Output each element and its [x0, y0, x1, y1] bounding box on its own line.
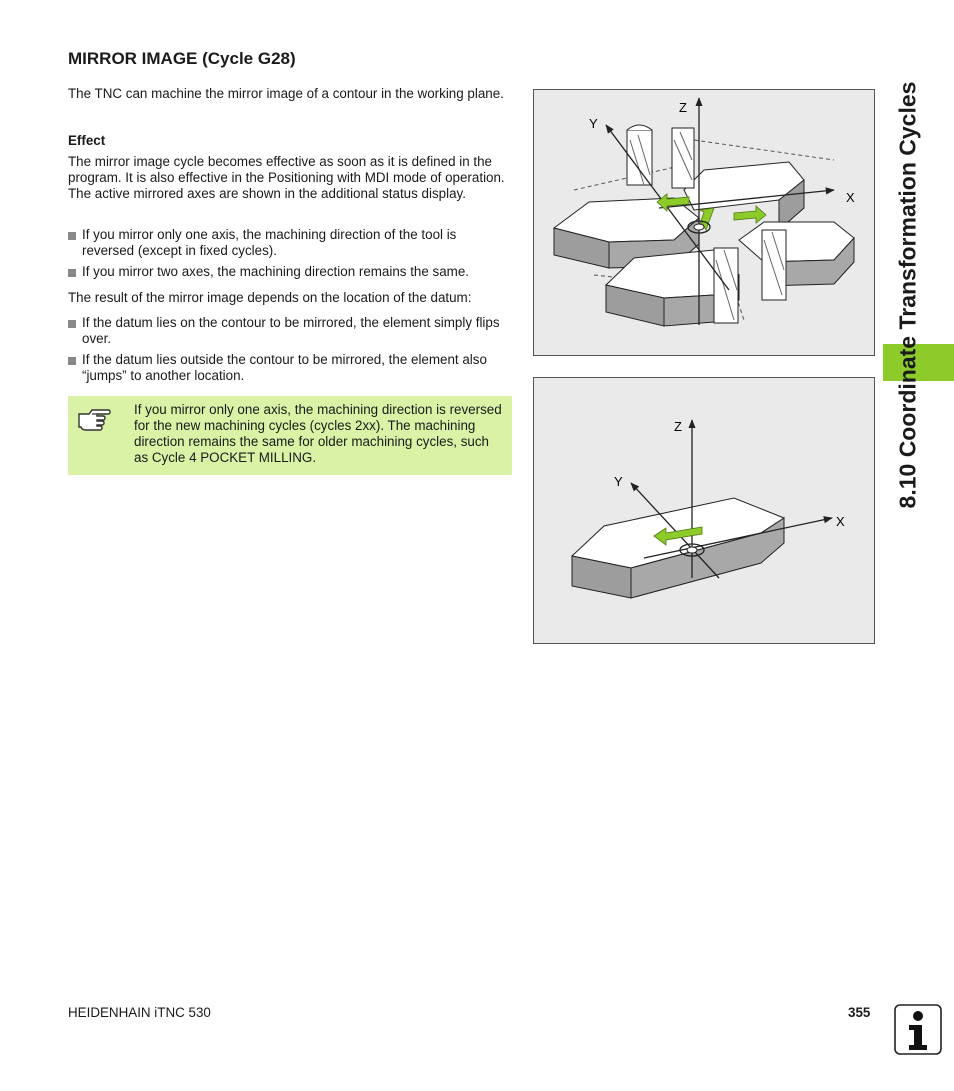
workpiece-block: [739, 222, 854, 286]
bullet-square-icon: [68, 269, 76, 277]
mirror-figure-two-axes: [533, 89, 875, 356]
list-item: If the datum lies on the contour to be mirrored, the element simply flips over.: [68, 315, 512, 347]
pointing-hand-icon: [77, 405, 111, 431]
info-icon: [894, 1004, 942, 1055]
page-number: 355: [848, 1005, 871, 1020]
x-axis-label: X: [836, 514, 845, 529]
y-axis-label: Y: [589, 116, 598, 131]
list-item: If the datum lies outside the contour to be mirrored, the element also “jumps” to another location.: [68, 352, 512, 384]
z-axis-label: Z: [674, 419, 682, 434]
datum-paragraph: The result of the mirror image depends on the location of the datum:: [68, 290, 472, 305]
x-axis-label: X: [846, 190, 855, 205]
milling-tool: [627, 125, 652, 185]
workpiece-block: [572, 498, 784, 598]
note-text: If you mirror only one axis, the machining direction is reversed for the new machining cycles (cycles 2xx). The machining direction remains the same for older machining cycles, such as Cycle 4 POCKET MILLING.: [134, 402, 502, 465]
footer-product: HEIDENHAIN iTNC 530: [68, 1005, 211, 1020]
bullet-square-icon: [68, 357, 76, 365]
bullet-square-icon: [68, 320, 76, 328]
z-axis-label: Z: [679, 100, 687, 115]
milling-tool: [762, 230, 786, 300]
effect-paragraph: The mirror image cycle becomes effective as soon as it is defined in the program. It is also effective in the Positioning with MDI mode of operation. The active mirrored axes are shown in the additional status display.: [68, 154, 505, 201]
note-box: [68, 396, 512, 475]
datum-figure: [533, 377, 875, 644]
intro-paragraph: The TNC can machine the mirror image of a contour in the working plane.: [68, 86, 504, 101]
list-item: If you mirror two axes, the machining direction remains the same.: [68, 264, 512, 280]
list-item: If you mirror only one axis, the machining direction of the tool is reversed (except in fixed cycles).: [68, 227, 512, 259]
section-title: 8.10 Coordinate Transformation Cycles: [894, 81, 921, 509]
milling-tool: [672, 128, 694, 188]
page-title: MIRROR IMAGE (Cycle G28): [68, 49, 296, 68]
effect-heading: Effect: [68, 133, 106, 148]
y-axis-label: Y: [614, 474, 623, 489]
bullet-square-icon: [68, 232, 76, 240]
